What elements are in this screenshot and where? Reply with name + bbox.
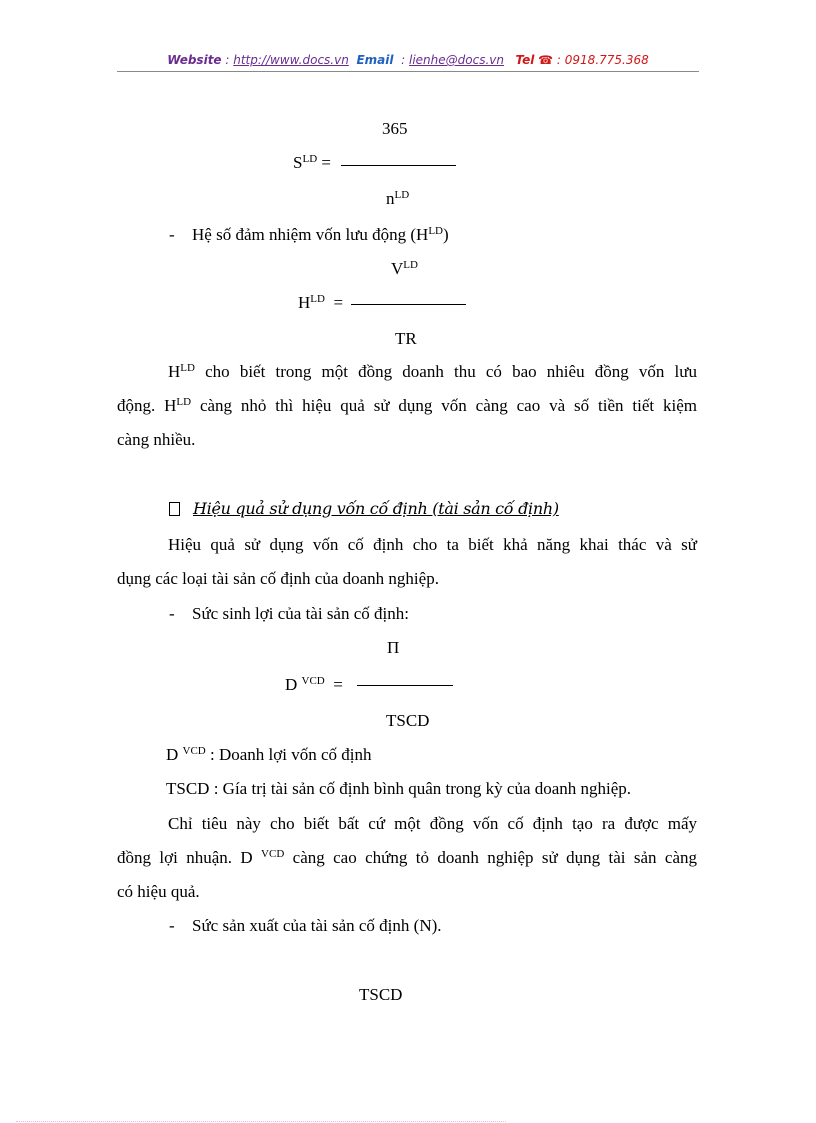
formula-d-lhs-base: D bbox=[285, 675, 298, 694]
paragraph-fixed-capital bbox=[117, 528, 697, 596]
definition-dvcd-sup: VCD bbox=[182, 745, 206, 757]
formula-h-denominator: TR bbox=[395, 329, 417, 348]
bullet-h-text bbox=[192, 225, 449, 245]
formula-s-lhs-base: S bbox=[293, 153, 303, 172]
formula-h-equals: = bbox=[333, 293, 344, 312]
bullet-h-sup: LD bbox=[428, 225, 443, 237]
bullet-profit-text: Sức sinh lợi của tài sản cố định: bbox=[192, 604, 409, 623]
formula-s-fraction-bar bbox=[341, 165, 456, 166]
formula-d-lhs bbox=[285, 675, 343, 695]
formula-h-lhs bbox=[298, 293, 343, 313]
para-h-line1-sup: LD bbox=[180, 362, 195, 374]
definition-tscd: TSCD : Gía trị tài sản cố định bình quân trong kỳ của doanh nghiệp. bbox=[166, 779, 632, 798]
formula-n-denominator: TSCD bbox=[359, 985, 403, 1004]
para-ind-line-3: có hiệu quả. bbox=[117, 882, 200, 901]
tel-value: 0918.775.368 bbox=[564, 53, 649, 67]
para-h-line-2 bbox=[117, 389, 697, 423]
formula-d-denominator: TSCD bbox=[386, 711, 430, 730]
para-h-line1-base: H bbox=[168, 362, 181, 381]
tel-label: Tel bbox=[515, 53, 535, 67]
bullet-production-dash: - bbox=[169, 916, 175, 935]
para-ind-line2-pre: đồng lợi nhuận. D bbox=[117, 848, 253, 867]
formula-d-fraction-bar bbox=[357, 685, 453, 686]
paragraph-h-explanation bbox=[117, 355, 697, 457]
email-sep: : bbox=[397, 53, 409, 67]
bullet-production-text: Sức sản xuất của tài sản cố định (N). bbox=[192, 916, 442, 935]
para-h-line2-sup: LD bbox=[176, 396, 192, 408]
para-ind-line-2 bbox=[117, 841, 697, 875]
formula-h-lhs-sup: LD bbox=[310, 293, 325, 305]
checkbox-square-icon bbox=[169, 502, 180, 516]
para-h-line-1 bbox=[117, 355, 697, 389]
definition-dvcd bbox=[166, 745, 372, 765]
page-header bbox=[0, 52, 816, 68]
formula-d-numerator: Π bbox=[387, 638, 400, 657]
formula-h-lhs-base: H bbox=[298, 293, 311, 312]
email-label: Email bbox=[356, 53, 394, 67]
formula-s-equals: = bbox=[321, 153, 331, 172]
definition-dvcd-base: D bbox=[166, 745, 179, 764]
formula-s-numerator: 365 bbox=[382, 119, 408, 138]
header-divider bbox=[117, 71, 699, 72]
email-link[interactable]: lienhe@docs.vn bbox=[409, 53, 504, 67]
bullet-h-dash: - bbox=[169, 225, 175, 244]
formula-h-numerator bbox=[391, 259, 418, 279]
formula-s-den-base: n bbox=[386, 189, 395, 208]
phone-icon: ☎ bbox=[538, 53, 554, 67]
para-h-line2-pre: động. H bbox=[117, 396, 177, 415]
website-sep: : bbox=[221, 53, 234, 67]
formula-h-fraction-bar bbox=[351, 304, 466, 305]
para-fixed-line-2: dụng các loại tài sản cố định của doanh nghiệp. bbox=[117, 569, 439, 588]
bullet-h-label: Hệ số đảm nhiệm vốn lưu động (H bbox=[192, 225, 429, 244]
formula-d-equals: = bbox=[333, 675, 343, 694]
footer-dotted-line bbox=[16, 1121, 506, 1122]
website-label: Website bbox=[167, 53, 222, 67]
formula-h-num-sup: LD bbox=[403, 259, 418, 271]
para-fixed-line-1: Hiệu quả sử dụng vốn cố định cho ta biết khả năng khai thác và sử bbox=[168, 535, 697, 554]
para-ind-line2-text: càng cao chứng tỏ doanh nghiệp sử dụng tài sản càng bbox=[284, 848, 698, 867]
para-h-line-3: càng nhiều. bbox=[117, 430, 196, 449]
formula-s-lhs-sup: LD bbox=[302, 153, 318, 165]
bullet-profit-dash: - bbox=[169, 604, 175, 623]
formula-d-lhs-sup: VCD bbox=[301, 675, 325, 687]
para-h-line1-text: cho biết trong một đồng doanh thu có bao nhiêu đồng vốn lưu bbox=[194, 362, 697, 381]
definition-dvcd-text: : Doanh lợi vốn cố định bbox=[205, 745, 372, 764]
para-ind-line2-sup: VCD bbox=[261, 848, 285, 860]
formula-s-denominator bbox=[386, 189, 409, 209]
formula-s-den-sup: LD bbox=[394, 189, 410, 201]
tel-sep: : bbox=[553, 53, 565, 67]
paragraph-indicator bbox=[117, 807, 697, 909]
formula-s-lhs bbox=[293, 153, 331, 173]
section-heading: Hiệu quả sử dụng vốn cố định (tài sản cố định) bbox=[193, 499, 559, 518]
website-link[interactable]: http://www.docs.vn bbox=[233, 53, 349, 67]
bullet-h-close: ) bbox=[443, 225, 449, 244]
formula-h-num-base: V bbox=[391, 259, 404, 278]
para-h-line2-text: càng nhỏ thì hiệu quả sử dụng vốn càng cao và số tiền tiết kiệm bbox=[191, 396, 697, 415]
para-ind-line-1: Chỉ tiêu này cho biết bất cứ một đồng vốn cố định tạo ra được mấy bbox=[168, 814, 697, 833]
